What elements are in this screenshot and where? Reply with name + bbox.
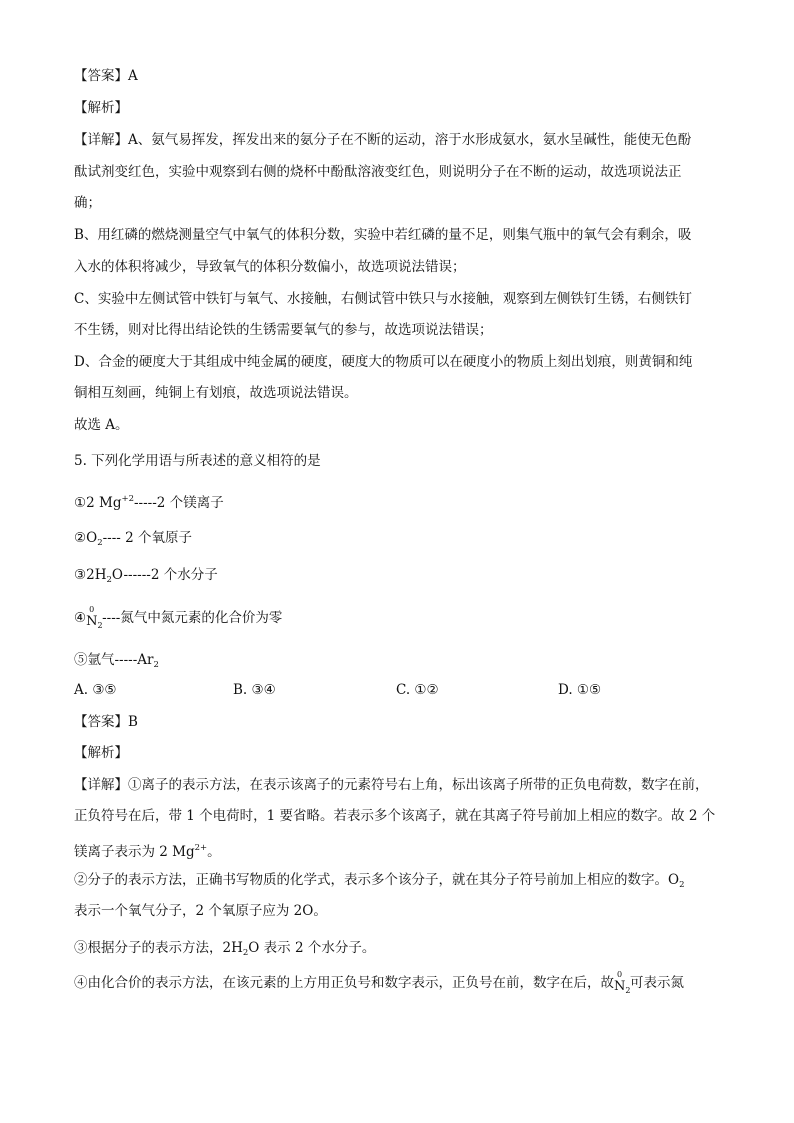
text-line: 确； bbox=[74, 195, 101, 211]
analysis-label-q4: 【解析】 bbox=[74, 100, 128, 116]
statement-3: $③2H_2O------2$ 个水分子 bbox=[74, 567, 218, 585]
text-line: 【详解】A、氨气易挥发，挥发出来的氨分子在不断的运动，溶于水形成氨水，氨水呈碱性，能使无色酚 bbox=[74, 132, 692, 148]
text-line: 酞试剂变红色，实验中观察到右侧的烧杯中酚酞溶液变红色，则说明分子在不断的运动，故选项说法正 bbox=[74, 164, 682, 180]
statement-1: ①2 $Mg^{+2}-----2$ 个镁离子 bbox=[74, 494, 224, 511]
option-d: D. ①⑤ bbox=[558, 682, 602, 698]
text-line: C、实验中左侧试管中铁钉与氧气、水接触，右侧试管中铁只与水接触，观察到左侧铁钉生锈，右侧铁钉 bbox=[74, 291, 692, 307]
text-line: 表示一个氧气分子，2 个氧原子应为 2O。 bbox=[74, 903, 327, 919]
text-line: 【详解】①离子的表示方法，在表示该离子的元素符号右上角，标出该离子所带的正负电荷数，数字在前， bbox=[74, 777, 709, 793]
valence-notation: 0 $N_2$ bbox=[614, 969, 631, 995]
option-a: A. ③⑤ bbox=[74, 682, 117, 698]
statement-4: ④ 0 $N_2$ ----氮气中氮元素的化合价为零 bbox=[74, 604, 283, 630]
valence-notation: 0 $N_2$ bbox=[86, 604, 103, 630]
text-line: B、用红磷的燃烧测量空气中氧气的体积分数，实验中若红磷的量不足，则集气瓶中的氧气会有剩余，吸 bbox=[74, 227, 692, 243]
text-line: D、合金的硬度大于其组成中纯金属的硬度，硬度大的物质可以在硬度小的物质上刻出划痕，则黄铜和纯 bbox=[74, 354, 693, 370]
analysis-label-q5: 【解析】 bbox=[74, 745, 128, 761]
text-line: 故选 A。 bbox=[74, 417, 129, 433]
text-line: 铜相互刻画，纯铜上有划痕，故选项说法错误。 bbox=[74, 385, 358, 401]
text-line: 入水的体积将减少，导致氧气的体积分数偏小，故选项说法错误； bbox=[74, 259, 466, 275]
text-line: ③根据分子的表示方法，$2H_2O$ 表示 2 个水分子。 bbox=[74, 940, 376, 958]
text-line: ④由化合价的表示方法，在该元素的上方用正负号和数字表示，正负号在前，数字在后，故 0 $N_2$ 可表示氮 bbox=[74, 969, 684, 995]
answer-label-q5: 【答案】B bbox=[74, 714, 138, 730]
question-stem: 5. 下列化学用语与所表述的意义相符的是 bbox=[74, 453, 321, 469]
text-line: 镁离子表示为 2 $Mg^{2+}$。 bbox=[74, 843, 221, 860]
text-line: ②分子的表示方法，正确书写物质的化学式，表示多个该分子，就在其分子符号前加上相应的数字。$O_2$ bbox=[74, 872, 685, 890]
text-line: 正负符号在后，带 1 个电荷时，1 要省略。若表示多个该离子，就在其离子符号前加上相应的数字。故 2 个 bbox=[74, 808, 716, 824]
text-line: 不生锈，则对比得出结论铁的生锈需要氧气的参与，故选项说法错误； bbox=[74, 322, 493, 338]
option-c: C. ①② bbox=[396, 682, 439, 698]
option-b: B. ③④ bbox=[233, 682, 276, 698]
statement-2: $②O_2----$ 2 个氧原子 bbox=[74, 530, 193, 548]
statement-5: ⑤氩气$-----Ar_2$ bbox=[74, 652, 159, 670]
answer-label-q4: 【答案】A bbox=[74, 68, 138, 84]
